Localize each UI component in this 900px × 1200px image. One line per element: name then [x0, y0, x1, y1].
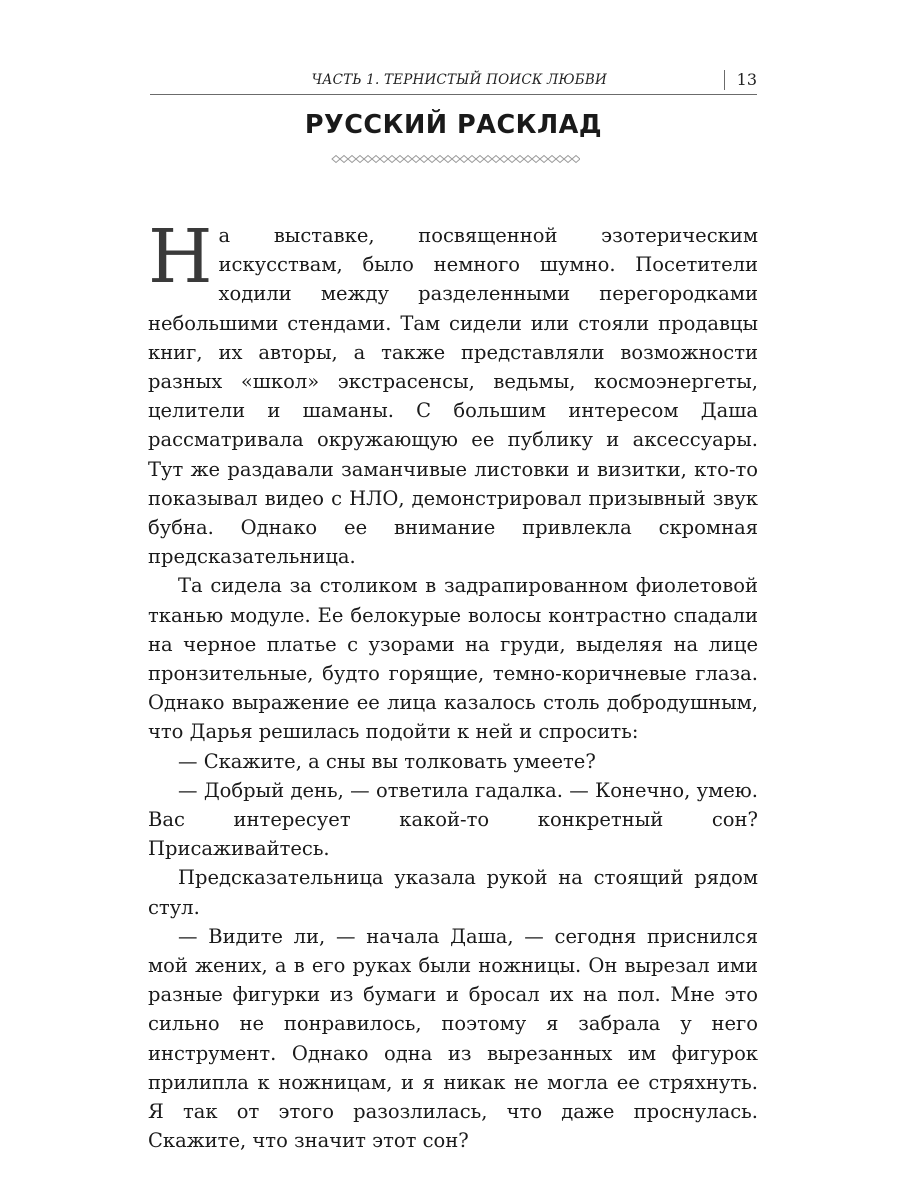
paragraph-1-text: а выставке, посвященной эзотерическим искусствам, было немного шумно. Посетители ходили между разделенными перегородками небольшими стендами. Там сидели или стояли продавцы книг, их авторы, а также представляли возможности разных «школ» экстрасенсы, ведьмы, космоэнергеты, целители и шаманы. С большим интересом Даша рассматривала окружающую ее публику и аксессуары. Тут же раздавали заманчивые листовки и визитки, кто-то показывал видео с НЛО, демонстрировал призывный звук бубна. Однако ее внимание привлекла скромная предсказательница.	[148, 224, 758, 569]
paragraph-3: — Скажите, а сны вы толковать умеете?	[178, 749, 596, 773]
header-divider	[724, 70, 725, 90]
running-header	[150, 68, 757, 95]
paragraph-6: — Видите ли, — начала Даша, — сегодня приснился мой жених, а в его руках были ножницы. Он вырезал ими разные фигурки из бумаги и бросал их на пол. Мне это сильно не понравилось, поэтому я забрала у него инструмент. Однако одна из вырезанных им фигурок прилипла к ножницам, и я никак не могла ее стряхнуть. Я так от этого разозлилась, что даже проснулась. Скажите, что значит этот сон?	[148, 924, 758, 1153]
paragraph-2: Та сидела за столиком в задрапированном фиолетовой тканью модуле. Ее белокурые волосы контрастно спадали на черное платье с узорами на груди, выделяя на лице пронзительные, будто горящие, темно-коричневые глаза. Однако выражение ее лица казалось столь добродушным, что Дарья решилась подойти к ней и спросить:	[148, 574, 758, 744]
paragraph-5: Предсказательница указала рукой на стоящий рядом стул.	[148, 866, 758, 919]
running-header-section-title: ЧАСТЬ 1. ТЕРНИСТЫЙ ПОИСК ЛЮБВИ	[311, 72, 607, 88]
paragraph-1	[148, 214, 758, 571]
drop-cap: Н	[148, 214, 213, 300]
page-number: 13	[736, 70, 757, 89]
title-ornament-icon	[330, 153, 580, 165]
chapter-title: РУССКИЙ РАСКЛАД	[304, 110, 603, 140]
paragraph-4: — Добрый день, — ответила гадалка. — Конечно, умею. Вас интересует какой-то конкретный сон? Присаживайтесь.	[148, 778, 758, 861]
body-text	[148, 214, 758, 1156]
